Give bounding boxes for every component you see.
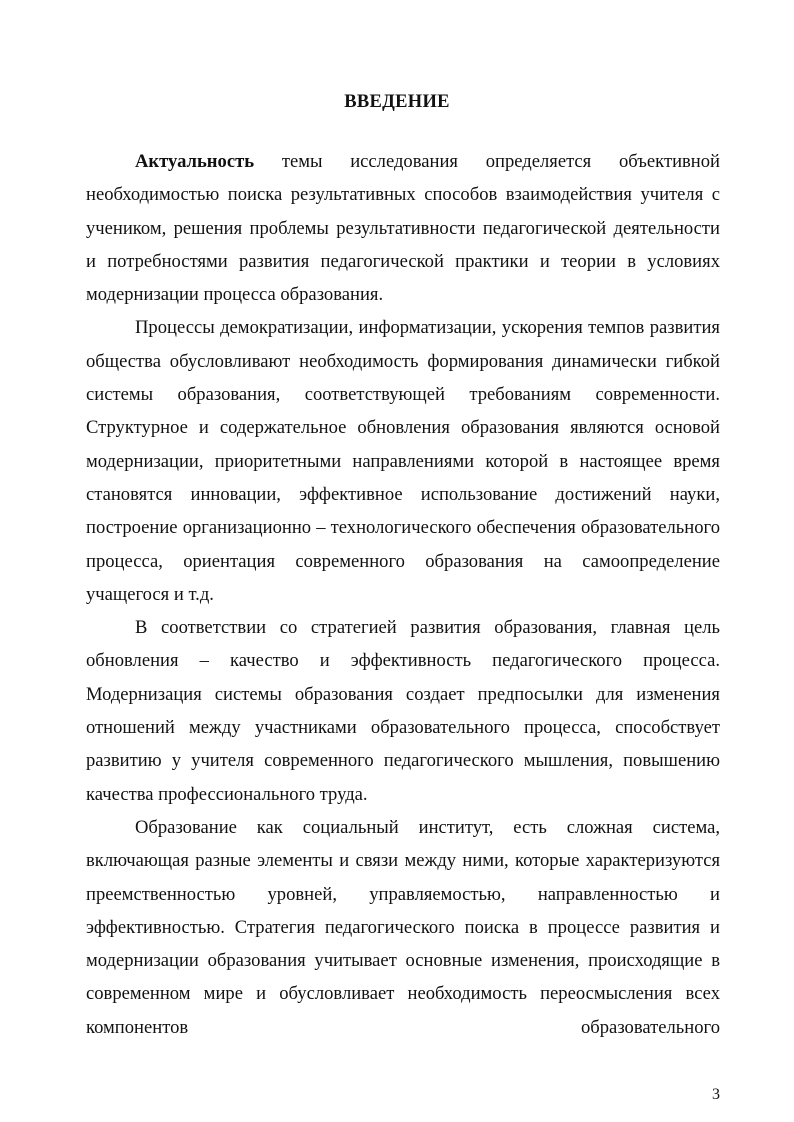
paragraph-strategy: [86, 611, 720, 811]
body-text: [86, 145, 720, 1044]
page-number: 3: [712, 1086, 720, 1103]
paragraph-text: В соответствии со стратегией развития образования, главная цель обновления – качество и эффективность педагогического процесса. Модернизация системы образования создает предпосылки для изменения отношений между участниками образовательного процесса, способствует развитию у учителя современного педагогического мышления, повышению качества профессионального труда.: [86, 617, 720, 805]
paragraph-text: темы исследования определяется объективной необходимостью поиска результативных способов взаимодействия учителя с учеником, решения проблемы результативности педагогической деятельности и потребностями развития педагогической практики и теории в условиях модернизации процесса образования.: [86, 151, 720, 306]
paragraph-education: [86, 811, 720, 1044]
paragraph-text: Процессы демократизации, информатизации, ускорения темпов развития общества обусловливают необходимость формирования динамически гибкой системы образования, соответствующей требованиям современности. Структурное и содержательное обновления образования являются основой модернизации, приоритетными направлениями которой в настоящее время становятся инновации, эффективное использование достижений науки, построение организационно – технологического обеспечения образовательного процесса, ориентация современного образования на самоопределение учащегося и т.д.: [86, 317, 720, 605]
paragraph-lead-term: Актуальность: [135, 151, 255, 172]
paragraph-processes: [86, 311, 720, 611]
page-title: ВВЕДЕНИЕ: [344, 92, 450, 112]
paragraph-text: Образование как социальный институт, есть сложная система, включающая разные элементы и связи между ними, которые характеризуются преемственностью уровней, управляемостью, направленностью и эффективностью. Стратегия педагогического поиска в процессе развития и модернизации образования учитывает основные изменения, происходящие в современном мире и обусловливает необходимость переосмысления всех компонентов образовательного: [86, 816, 720, 1038]
paragraph-relevance: [86, 145, 720, 311]
